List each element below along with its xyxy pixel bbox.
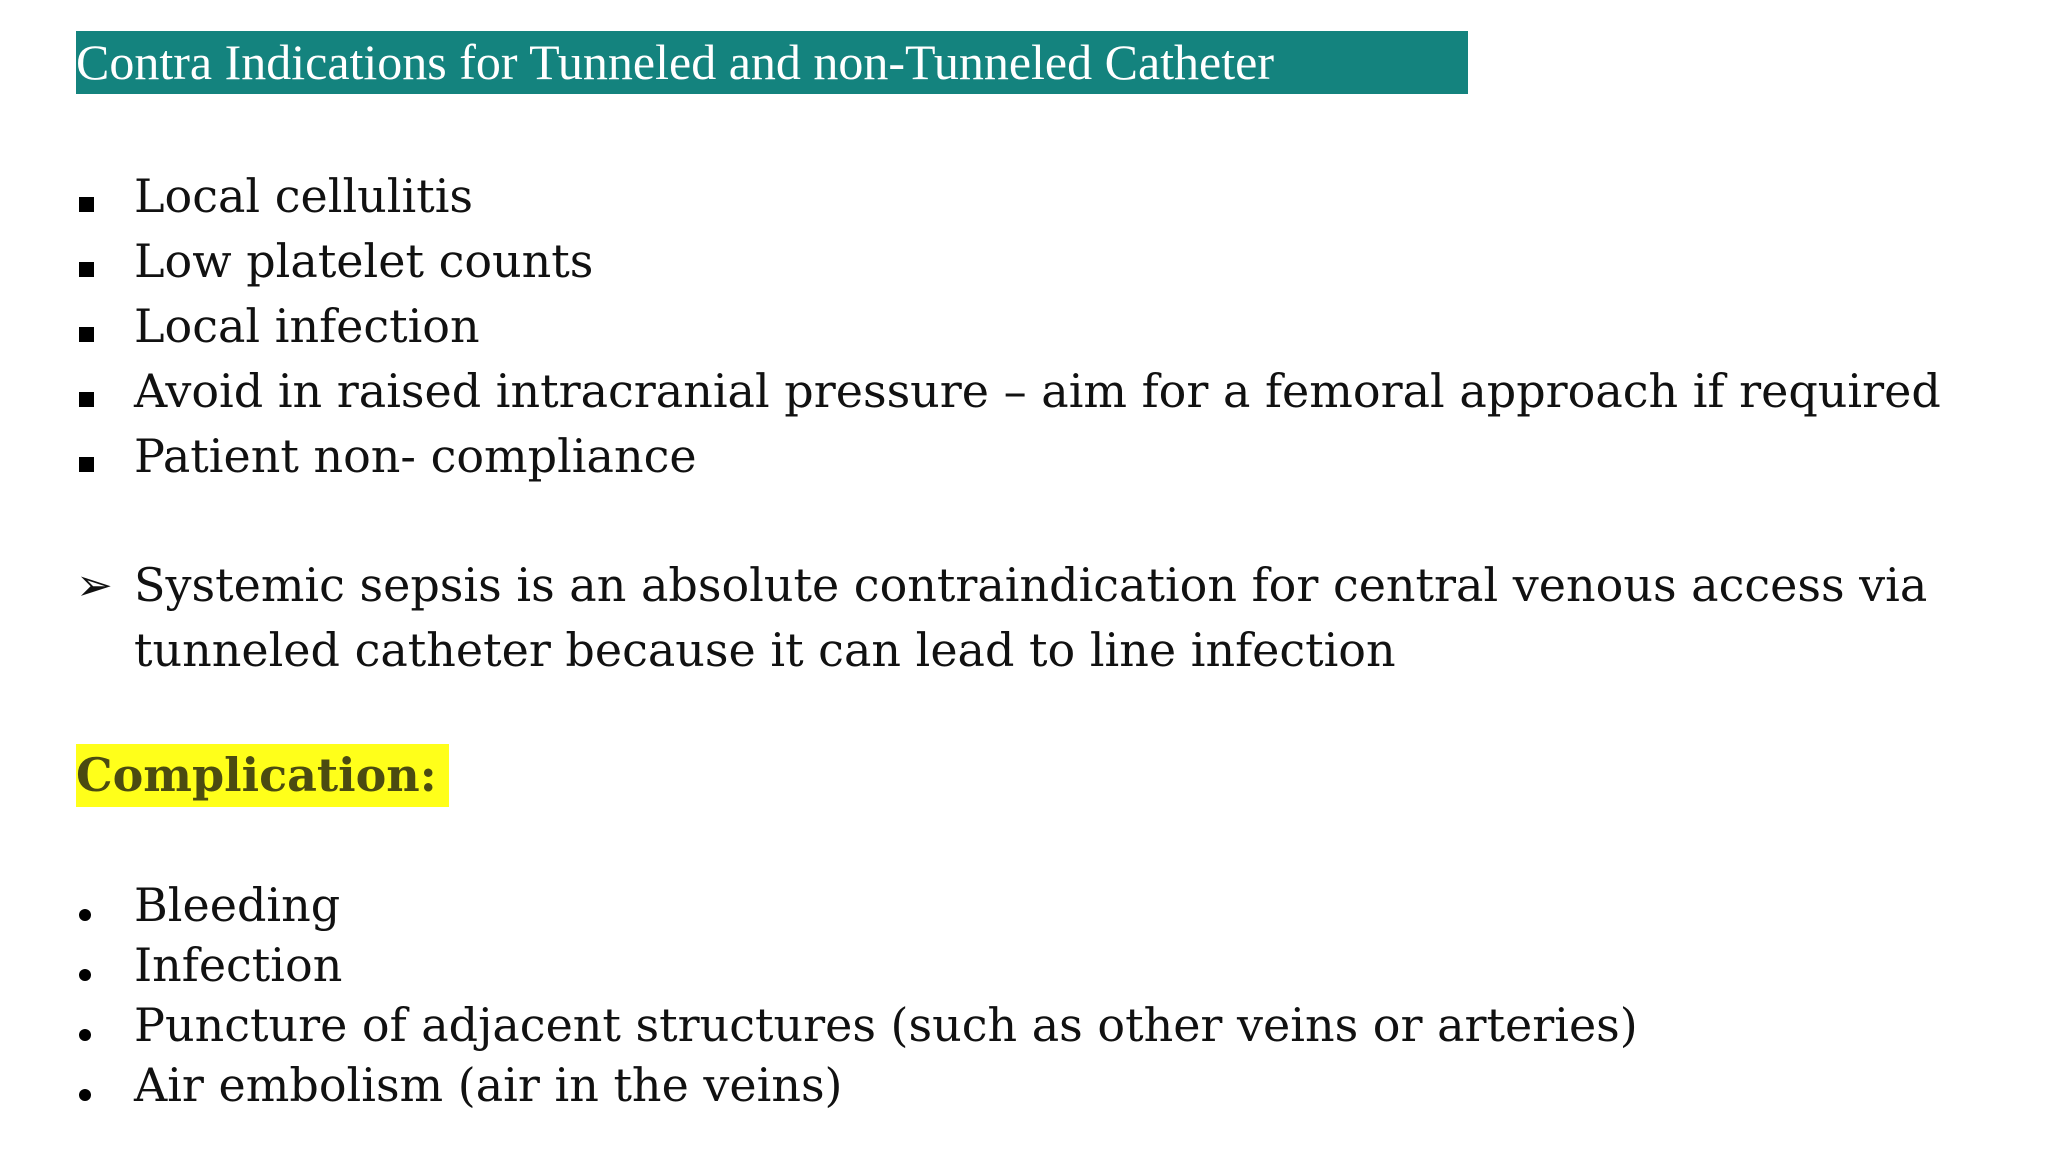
list-item-text: Avoid in raised intracranial pressure – aim for a femoral approach if required <box>134 364 1941 418</box>
arrow-bullet-icon: ➢ <box>76 560 113 611</box>
dot-bullet-icon <box>76 1056 116 1114</box>
list-item-text: Low platelet counts <box>134 234 594 288</box>
list-item-text: Infection <box>134 938 343 992</box>
square-bullet-icon <box>76 231 116 291</box>
dot-bullet-icon <box>76 936 116 994</box>
list-item-text: Local cellulitis <box>134 169 474 223</box>
square-bullet-icon <box>76 361 116 421</box>
slide-title: Contra Indications for Tunneled and non-Tunneled Catheter <box>76 31 1468 94</box>
list-item-text: Air embolism (air in the veins) <box>134 1058 843 1112</box>
square-bullet-icon <box>76 166 116 226</box>
note-line-2: tunneled catheter because it can lead to line infection <box>134 623 1396 677</box>
square-bullet-icon <box>76 426 116 486</box>
dot-bullet-icon <box>76 996 116 1054</box>
note-line-1: Systemic sepsis is an absolute contraindication for central venous access via <box>134 558 1928 612</box>
square-bullet-icon <box>76 296 116 356</box>
dot-bullet-icon <box>76 876 116 934</box>
list-item-text: Puncture of adjacent structures (such as other veins or arteries) <box>134 998 1638 1052</box>
complication-heading: Complication: <box>76 744 449 807</box>
list-item-text: Local infection <box>134 299 480 353</box>
list-item-text: Patient non- compliance <box>134 429 697 483</box>
list-item-text: Bleeding <box>134 878 341 932</box>
